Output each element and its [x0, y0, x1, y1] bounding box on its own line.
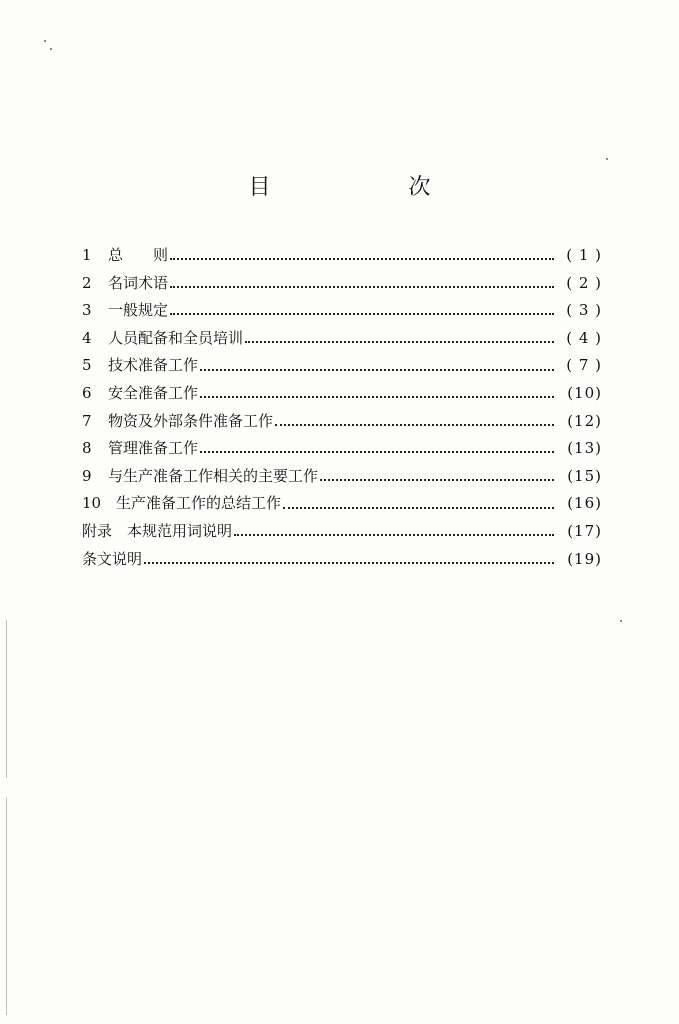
toc-leader-dots	[170, 257, 554, 260]
toc-entry-label: 安全准备工作	[108, 383, 199, 402]
toc-leader-dots	[320, 478, 554, 481]
toc-leader-dots	[275, 423, 554, 426]
scan-margin-line	[6, 620, 7, 1015]
toc-entry-label: 生产准备工作的总结工作	[116, 494, 282, 513]
toc-entry-page: ( 2 )	[566, 273, 602, 292]
toc-entry[interactable]	[82, 435, 602, 463]
toc-entry-label: 一般规定	[108, 301, 169, 320]
toc-leader-dots	[200, 368, 554, 371]
toc-entry-number: 2	[82, 273, 92, 292]
toc-entry[interactable]	[82, 380, 602, 408]
toc-entry-page: ( 1 )	[566, 246, 602, 264]
toc-entry[interactable]	[82, 408, 602, 436]
toc-entry-explanation[interactable]	[82, 546, 602, 574]
scan-speck	[606, 158, 608, 160]
toc-entry[interactable]	[82, 242, 602, 270]
toc-entry-number: 6	[82, 383, 92, 402]
toc-leader-dots	[170, 312, 554, 315]
toc-entry-label: 物资及外部条件准备工作	[108, 411, 274, 430]
toc-entry-page: (10)	[567, 383, 602, 402]
toc-entry-label: 条文说明	[82, 549, 143, 568]
toc-entry-number: 8	[82, 439, 92, 458]
page-title: 目 次	[248, 175, 489, 200]
toc-entry-number: 7	[82, 411, 92, 430]
toc-leader-dots	[170, 285, 554, 288]
toc-leader-dots	[283, 506, 554, 509]
toc-leader-dots	[234, 533, 554, 536]
toc-entry-label: 名词术语	[108, 273, 169, 292]
toc-entry-page: ( 7 )	[566, 356, 602, 375]
toc-entry[interactable]	[82, 463, 602, 491]
toc-entry[interactable]	[82, 352, 602, 380]
toc-entry-page: (13)	[567, 439, 602, 458]
toc-entry-page: (17)	[567, 521, 602, 540]
toc-entry[interactable]	[82, 490, 602, 518]
toc-leader-dots	[245, 340, 554, 343]
toc-entry-page: ( 3 )	[566, 301, 602, 320]
toc-entry-label: 管理准备工作	[108, 439, 199, 458]
toc-entry-page: (16)	[567, 494, 602, 513]
toc-leader-dots	[200, 450, 554, 453]
scan-speck	[44, 40, 46, 42]
toc-entry-number: 9	[82, 466, 92, 485]
toc-entry-label: 技术准备工作	[108, 356, 199, 375]
toc-entry[interactable]	[82, 297, 602, 325]
toc-entry-number: 1	[82, 246, 92, 264]
toc-entry-label: 与生产准备工作相关的主要工作	[108, 466, 319, 485]
toc-entry-page: (12)	[567, 411, 602, 430]
scan-speck	[50, 48, 52, 50]
toc-entry-number: 5	[82, 356, 92, 375]
table-of-contents	[82, 242, 602, 573]
toc-entry[interactable]	[82, 270, 602, 298]
toc-leader-dots	[200, 395, 554, 398]
toc-entry-label: 附录 本规范用词说明	[82, 521, 233, 540]
toc-leader-dots	[144, 561, 554, 564]
toc-entry-page: ( 4 )	[566, 328, 602, 347]
toc-entry-number: 4	[82, 328, 92, 347]
toc-entry-page: (19)	[567, 549, 602, 568]
toc-entry-label: 人员配备和全员培训	[108, 328, 244, 347]
toc-entry-number: 10	[82, 494, 102, 513]
toc-entry-number: 3	[82, 301, 92, 320]
scan-speck	[620, 620, 622, 622]
toc-entry-label: 总 则	[108, 246, 169, 264]
toc-entry-page: (15)	[567, 466, 602, 485]
toc-entry-appendix[interactable]	[82, 518, 602, 546]
toc-entry[interactable]	[82, 325, 602, 353]
